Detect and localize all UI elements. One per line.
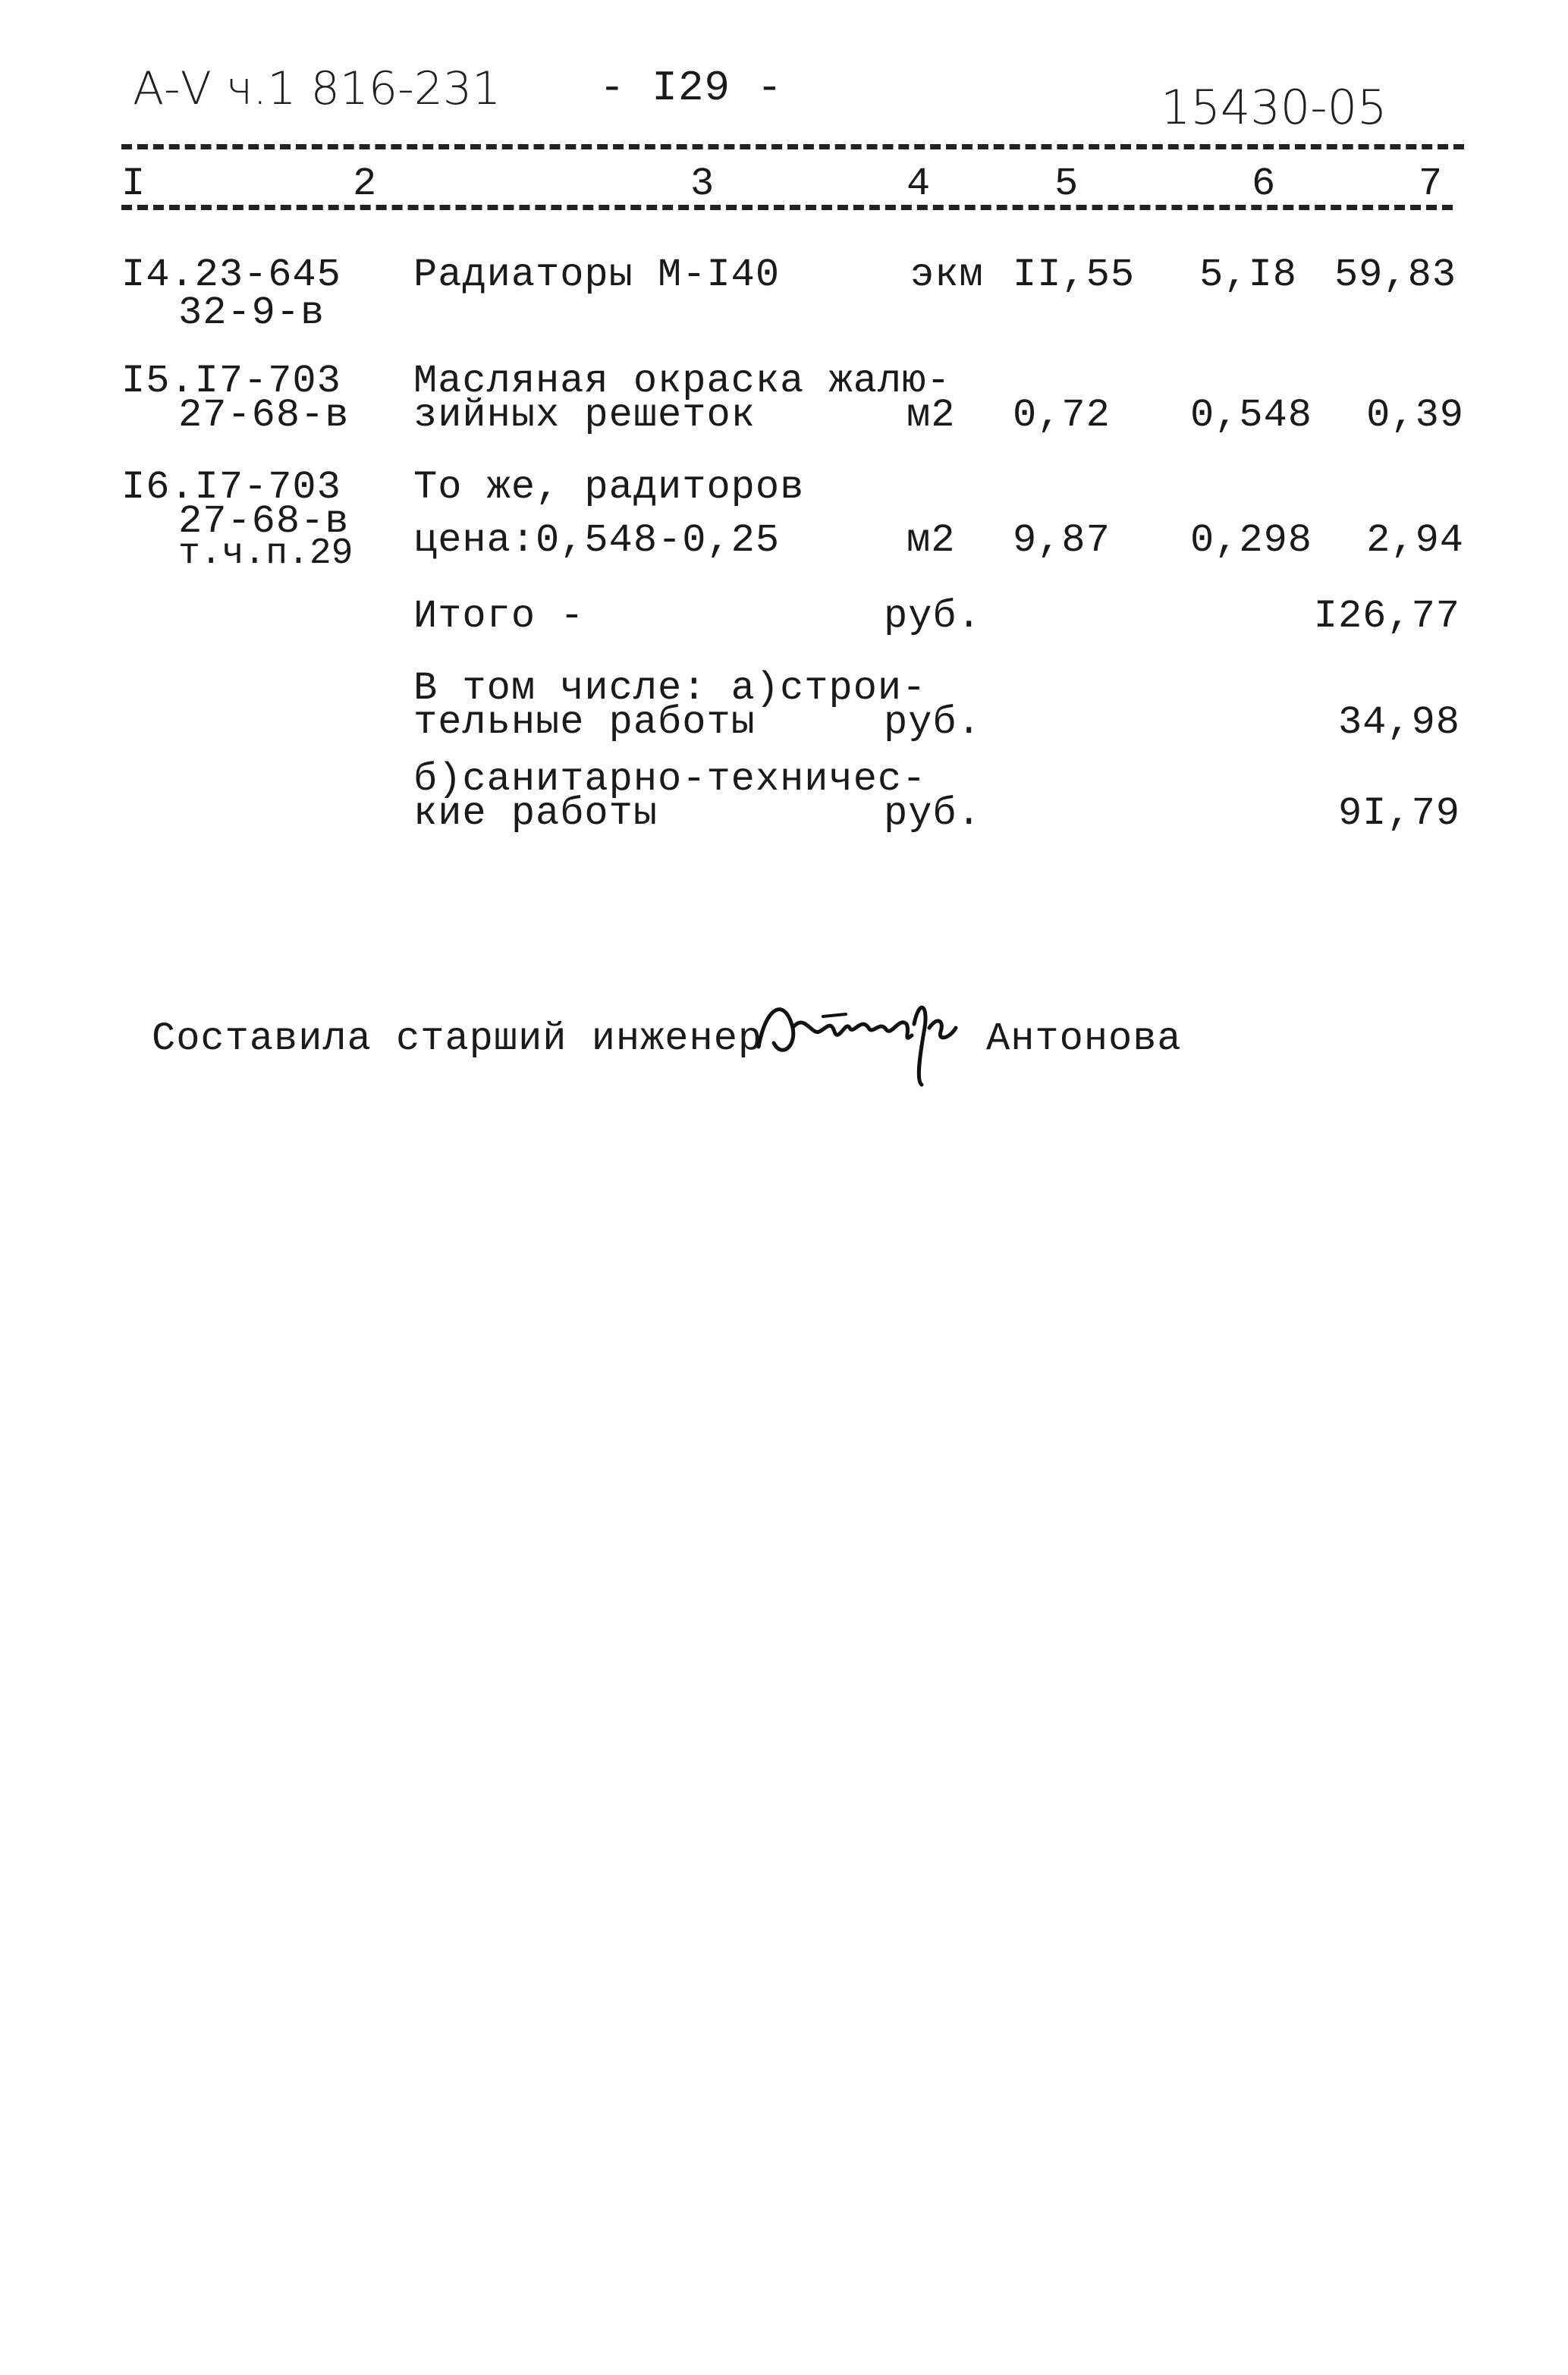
page-number: - I29 - — [599, 64, 784, 112]
column-number-5: 5 — [1054, 162, 1079, 206]
row-code-line: I4.23-645 — [121, 253, 341, 297]
subtotal-label-line: кие работы — [413, 791, 658, 836]
row-quantity: 0,72 — [1013, 393, 1111, 438]
compiled-by-label: Составила старший инженер — [152, 1016, 763, 1061]
row-description-line: зийных решеток — [413, 393, 756, 438]
row-code-line: I6.I7-703 — [121, 465, 341, 510]
row-unit: экм — [910, 253, 984, 297]
subtotal-value: 34,98 — [1337, 700, 1460, 745]
row-total: 0,39 — [1366, 393, 1464, 438]
doc-code: А-V ч.1 816-231 — [133, 62, 501, 115]
row-code-line: I5.I7-703 — [121, 359, 341, 404]
row-description-line: Радиаторы М-I40 — [413, 253, 781, 297]
row-code-line: 32-9-в — [178, 291, 325, 335]
row-code-line: т.ч.п.29 — [178, 533, 354, 574]
compiler-name: Антонова — [986, 1016, 1182, 1061]
row-unit-price: 0,298 — [1189, 518, 1312, 563]
row-unit-price: 0,548 — [1189, 393, 1312, 438]
doc-number: 15430-05 — [1161, 80, 1387, 135]
row-total: 2,94 — [1366, 518, 1464, 563]
column-number-4: 4 — [907, 162, 932, 206]
column-number-2: 2 — [353, 162, 378, 206]
total-label: Итого - — [413, 594, 585, 639]
column-number-3: 3 — [690, 162, 715, 206]
header-rule — [121, 144, 1464, 149]
column-number-6: 6 — [1252, 162, 1277, 206]
column-number-7: 7 — [1419, 162, 1444, 206]
total-value: I26,77 — [1313, 594, 1460, 639]
row-code-line: 27-68-в — [178, 499, 350, 544]
column-number-rule — [121, 205, 1453, 210]
row-code-line: 27-68-в — [178, 393, 350, 438]
row-quantity: II,55 — [1013, 253, 1136, 297]
subtotal-label-line: тельные работы — [413, 700, 756, 745]
subtotal-unit: руб. — [884, 700, 982, 745]
total-unit: руб. — [884, 594, 982, 639]
row-unit: м2 — [907, 518, 956, 563]
subtotal-unit: руб. — [884, 791, 982, 836]
row-description-line: цена:0,548-0,25 — [413, 518, 781, 563]
subtotal-value: 9I,79 — [1337, 791, 1460, 836]
subtotal-label-line: б)санитарно-техничес- — [413, 757, 927, 802]
handwritten-signature — [751, 975, 971, 1089]
row-quantity: 9,87 — [1013, 518, 1111, 563]
row-description-line: Масляная окраска жалю- — [413, 359, 951, 404]
row-unit: м2 — [907, 393, 956, 438]
column-number-1: I — [121, 162, 146, 206]
subtotal-label-line: В том числе: а)строи- — [413, 666, 927, 711]
row-unit-price: 5,I8 — [1199, 253, 1297, 297]
row-description-line: То же, радиторов — [413, 465, 805, 510]
row-total: 59,83 — [1334, 253, 1456, 297]
